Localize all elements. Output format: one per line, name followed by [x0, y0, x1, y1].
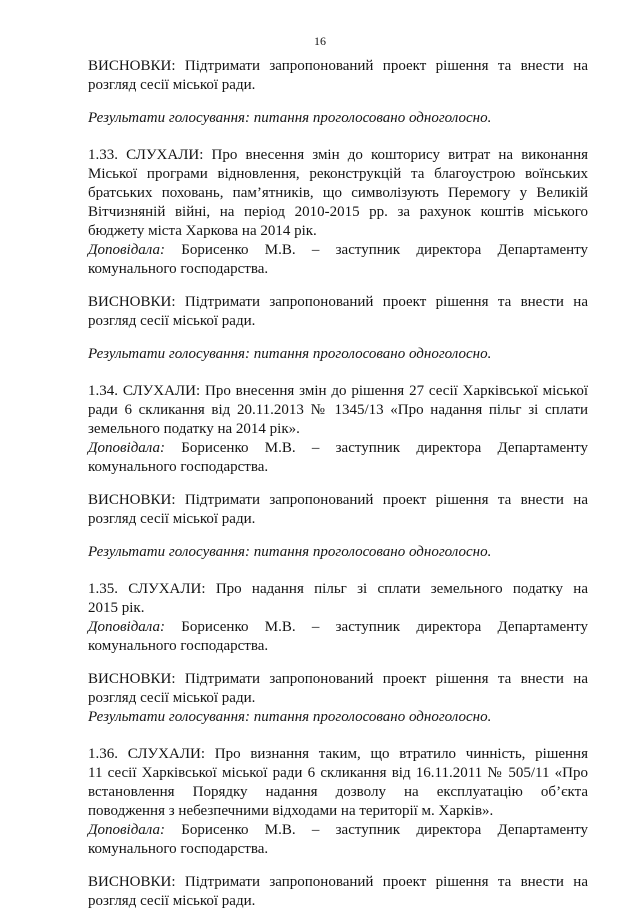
speaker-paragraph — [88, 821, 588, 859]
intro-conclusion — [88, 57, 588, 95]
page-number: 16 — [314, 34, 326, 48]
speaker-paragraph — [88, 439, 588, 477]
intro-vote-result: Результати голосування: питання проголосовано одноголосно. — [88, 110, 492, 126]
conclusion — [88, 670, 588, 708]
conclusion-line: ВИСНОВКИ: Підтримати запропонований проект рішення та внести на — [88, 294, 588, 310]
agenda-item-1-36 — [88, 745, 588, 911]
heard-paragraph — [88, 745, 588, 821]
speaker-text: Борисенко М.В. – заступник директора Департаменту — [181, 619, 589, 635]
conclusion-line: розгляд сесії міської ради. — [88, 511, 256, 527]
conclusion-line: ВИСНОВКИ: Підтримати запропонований проект рішення та внести на — [88, 671, 588, 687]
heard-line: земельного податку на 2014 рік». — [88, 421, 300, 437]
agenda-item-1-35 — [88, 580, 588, 727]
heard-paragraph — [88, 146, 588, 241]
conclusion-line: розгляд сесії міської ради. — [88, 313, 256, 329]
speaker-line-2: комунального господарства. — [88, 841, 269, 857]
speaker-line — [88, 618, 588, 637]
speaker-line — [88, 821, 588, 840]
conclusion — [88, 491, 588, 529]
vote-result: Результати голосування: питання проголосовано одноголосно. — [88, 544, 492, 560]
speaker-line-2: комунального господарства. — [88, 638, 269, 654]
conclusion-line: ВИСНОВКИ: Підтримати запропонований проект рішення та внести на — [88, 874, 588, 890]
vote-result: Результати голосування: питання проголосовано одноголосно. — [88, 346, 492, 362]
vote-result: Результати голосування: питання проголосовано одноголосно. — [88, 709, 492, 725]
conclusion-line: ВИСНОВКИ: Підтримати запропонований проект рішення та внести на — [88, 58, 588, 74]
speaker-label: Доповідала: — [88, 822, 166, 838]
heard-line: Вітчизняній війні, на період 2010-2015 рр. за рахунок коштів міського — [88, 204, 588, 220]
heard-line: 1.33. СЛУХАЛИ: Про внесення змін до кошторису витрат на виконання — [88, 147, 588, 163]
conclusion-line: розгляд сесії міської ради. — [88, 77, 256, 93]
speaker-paragraph — [88, 241, 588, 279]
heard-paragraph — [88, 580, 588, 618]
conclusion — [88, 873, 588, 911]
speaker-paragraph — [88, 618, 588, 656]
speaker-line-2: комунального господарства. — [88, 459, 269, 475]
document-body — [88, 57, 588, 911]
conclusion-line: розгляд сесії міської ради. — [88, 893, 256, 909]
heard-line: поводження з небезпечними відходами на території м. Харків». — [88, 803, 494, 819]
heard-line: братських поховань, пам’ятників, що символізують Перемогу у Великій — [88, 185, 588, 201]
speaker-text: Борисенко М.В. – заступник директора Департаменту — [181, 822, 589, 838]
speaker-text: Борисенко М.В. – заступник директора Департаменту — [181, 440, 589, 456]
speaker-line-2: комунального господарства. — [88, 261, 269, 277]
heard-line: 11 сесії Харківської міської ради 6 скликання від 16.11.2011 № 505/11 «Про — [88, 765, 588, 781]
speaker-label: Доповідала: — [88, 619, 166, 635]
heard-paragraph — [88, 382, 588, 439]
speaker-line — [88, 439, 588, 458]
heard-line: 2015 рік. — [88, 600, 145, 616]
heard-line: встановлення Порядку надання дозволу на експлуатацію об’єкта — [88, 784, 588, 800]
heard-line: Міської програми відновлення, реконструкцій та благоустрою воїнських — [88, 166, 588, 182]
conclusion-line: ВИСНОВКИ: Підтримати запропонований проект рішення та внести на — [88, 492, 588, 508]
speaker-label: Доповідала: — [88, 242, 166, 258]
speaker-line — [88, 241, 588, 260]
heard-line: бюджету міста Харкова на 2014 рік. — [88, 223, 317, 239]
speaker-label: Доповідала: — [88, 440, 166, 456]
heard-line: 1.36. СЛУХАЛИ: Про визнання таким, що втратило чинність, рішення — [88, 746, 588, 762]
heard-line: 1.34. СЛУХАЛИ: Про внесення змін до рішення 27 сесії Харківської міської — [88, 383, 588, 399]
conclusion — [88, 293, 588, 331]
agenda-item-1-33 — [88, 146, 588, 364]
conclusion-line: розгляд сесії міської ради. — [88, 690, 256, 706]
heard-line: 1.35. СЛУХАЛИ: Про надання пільг зі сплати земельного податку на — [88, 581, 588, 597]
speaker-text: Борисенко М.В. – заступник директора Департаменту — [181, 242, 589, 258]
heard-line: ради 6 скликання від 20.11.2013 № 1345/13 «Про надання пільг зі сплати — [88, 402, 588, 418]
agenda-item-1-34 — [88, 382, 588, 562]
